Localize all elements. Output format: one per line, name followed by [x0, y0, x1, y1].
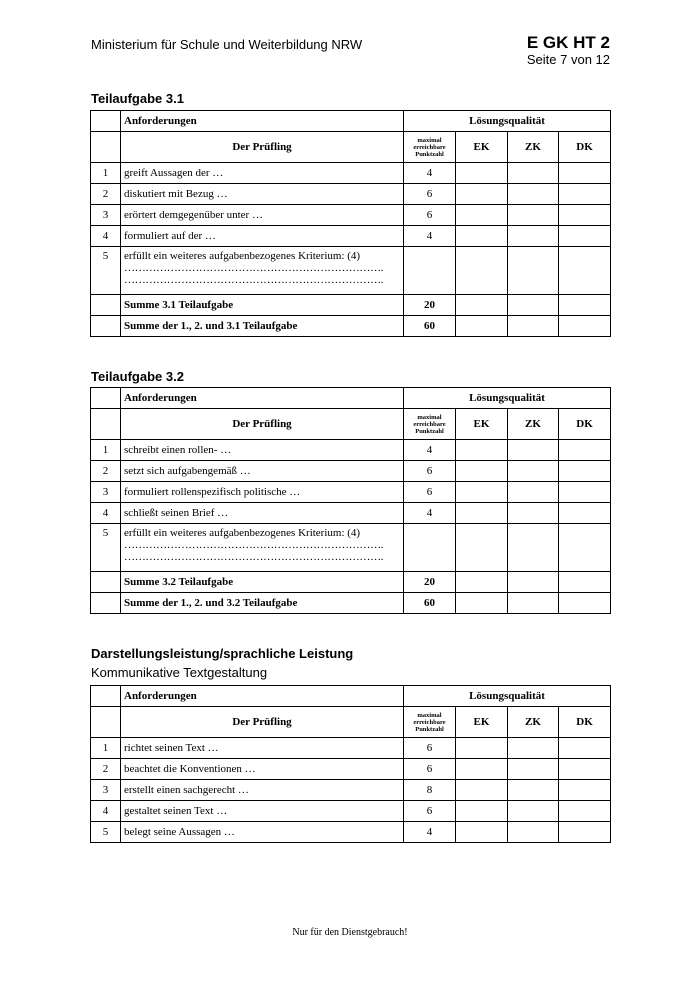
column-candidate: Der Prüfling	[121, 707, 404, 738]
row-points: 6	[404, 482, 456, 503]
table-darstellungsleistung	[90, 685, 611, 843]
row-number: 2	[91, 461, 121, 482]
row-points: 6	[404, 759, 456, 780]
row-text: belegt seine Aussagen …	[121, 822, 404, 843]
row-text: greift Aussagen der …	[121, 163, 404, 184]
row-points: 6	[404, 801, 456, 822]
row-points: 4	[404, 440, 456, 461]
section-subtitle: Kommunikative Textgestaltung	[91, 665, 268, 680]
column-dk: DK	[559, 707, 611, 738]
row-text: setzt sich aufgabengemäß …	[121, 461, 404, 482]
row-text: erfüllt ein weiteres aufgabenbezogenes Kriterium: (4)	[124, 527, 361, 539]
table-row	[91, 440, 611, 461]
row-points: 4	[404, 822, 456, 843]
sum-points: 20	[404, 572, 456, 593]
row-number: 4	[91, 503, 121, 524]
column-quality: Lösungsqualität	[404, 686, 611, 707]
column-dk: DK	[559, 132, 611, 163]
total-label: Summe der 1., 2. und 3.2 Teilaufgabe	[121, 593, 404, 614]
row-text: formuliert rollenspezifisch politische …	[121, 482, 404, 503]
row-points: 6	[404, 205, 456, 226]
page-header-right	[527, 34, 610, 68]
total-points: 60	[404, 593, 456, 614]
column-quality: Lösungsqualität	[404, 388, 611, 409]
sum-label: Summe 3.2 Teilaufgabe	[121, 572, 404, 593]
row-points: 6	[404, 184, 456, 205]
column-zk: ZK	[508, 707, 559, 738]
table-row	[91, 759, 611, 780]
dotted-line: ……………………………………………………………….	[124, 262, 384, 274]
row-number: 3	[91, 482, 121, 503]
column-quality: Lösungsqualität	[404, 111, 611, 132]
row-number: 2	[91, 184, 121, 205]
table-row	[91, 801, 611, 822]
sum-row	[91, 295, 611, 316]
section-title-3-2: Teilaufgabe 3.2	[91, 369, 184, 384]
section-title-darstellungsleistung: Darstellungsleistung/sprachliche Leistung	[91, 646, 354, 661]
row-text: schließt seinen Brief …	[121, 503, 404, 524]
table-subheader-row	[91, 707, 611, 738]
row-points: 6	[404, 738, 456, 759]
exam-code: E GK HT 2	[526, 33, 610, 52]
table-row	[91, 780, 611, 801]
dotted-line: ……………………………………………………………….	[124, 539, 384, 551]
row-points: 6	[404, 461, 456, 482]
table-subheader-row	[91, 132, 611, 163]
row-number: 4	[91, 226, 121, 247]
column-requirements: Anforderungen	[121, 686, 404, 707]
page-number: Seite 7 von 12	[526, 52, 610, 67]
table-header-row	[91, 686, 611, 707]
row-points: 4	[404, 226, 456, 247]
row-number: 2	[91, 759, 121, 780]
column-max-points: maximal erreichbare Punktzahl	[404, 409, 456, 440]
row-number: 5	[91, 247, 121, 295]
table-row	[91, 163, 611, 184]
ministry-name: Ministerium für Schule und Weiterbildung NRW	[91, 37, 363, 52]
total-points: 60	[404, 316, 456, 337]
sum-label: Summe 3.1 Teilaufgabe	[121, 295, 404, 316]
row-number: 1	[91, 163, 121, 184]
column-max-points: maximal erreichbare Punktzahl	[404, 707, 456, 738]
row-points: 8	[404, 780, 456, 801]
row-text: diskutiert mit Bezug …	[121, 184, 404, 205]
row-text: beachtet die Konventionen …	[121, 759, 404, 780]
row-number: 5	[91, 822, 121, 843]
row-text: erörtert demgegenüber unter …	[121, 205, 404, 226]
table-row	[91, 461, 611, 482]
column-zk: ZK	[508, 409, 559, 440]
row-text-open-criterion	[121, 247, 404, 295]
row-points	[404, 247, 456, 295]
row-text: schreibt einen rollen- …	[121, 440, 404, 461]
row-text: erfüllt ein weiteres aufgabenbezogenes Kriterium: (4)	[124, 250, 361, 262]
column-ek: EK	[456, 132, 508, 163]
footer-note: Nur für den Dienstgebrauch!	[292, 927, 408, 938]
row-text: richtet seinen Text …	[121, 738, 404, 759]
column-ek: EK	[456, 707, 508, 738]
section-title-3-1: Teilaufgabe 3.1	[91, 91, 184, 106]
column-requirements: Anforderungen	[121, 111, 404, 132]
column-zk: ZK	[508, 132, 559, 163]
column-ek: EK	[456, 409, 508, 440]
row-number: 4	[91, 801, 121, 822]
row-number: 3	[91, 780, 121, 801]
total-row	[91, 316, 611, 337]
table-teilaufgabe-3-2	[90, 387, 611, 614]
table-row	[91, 247, 611, 295]
column-requirements: Anforderungen	[121, 388, 404, 409]
total-row	[91, 593, 611, 614]
dotted-line: ……………………………………………………………….	[124, 274, 384, 286]
table-row	[91, 822, 611, 843]
table-teilaufgabe-3-1	[90, 110, 611, 337]
table-row	[91, 738, 611, 759]
row-number: 5	[91, 524, 121, 572]
row-text: erstellt einen sachgerecht …	[121, 780, 404, 801]
table-header-row	[91, 111, 611, 132]
row-number: 1	[91, 440, 121, 461]
table-row	[91, 503, 611, 524]
table-row	[91, 205, 611, 226]
column-candidate: Der Prüfling	[121, 132, 404, 163]
column-max-points: maximal erreichbare Punktzahl	[404, 132, 456, 163]
dotted-line: ……………………………………………………………….	[124, 551, 384, 563]
total-label: Summe der 1., 2. und 3.1 Teilaufgabe	[121, 316, 404, 337]
sum-points: 20	[404, 295, 456, 316]
row-points: 4	[404, 163, 456, 184]
row-text: gestaltet seinen Text …	[121, 801, 404, 822]
sum-row	[91, 572, 611, 593]
row-number: 1	[91, 738, 121, 759]
table-row	[91, 184, 611, 205]
row-number: 3	[91, 205, 121, 226]
table-subheader-row	[91, 409, 611, 440]
column-candidate: Der Prüfling	[121, 409, 404, 440]
table-row	[91, 226, 611, 247]
row-points	[404, 524, 456, 572]
table-row	[91, 482, 611, 503]
table-header-row	[91, 388, 611, 409]
column-dk: DK	[559, 409, 611, 440]
row-points: 4	[404, 503, 456, 524]
row-text: formuliert auf der …	[121, 226, 404, 247]
row-text-open-criterion	[121, 524, 404, 572]
table-row	[91, 524, 611, 572]
